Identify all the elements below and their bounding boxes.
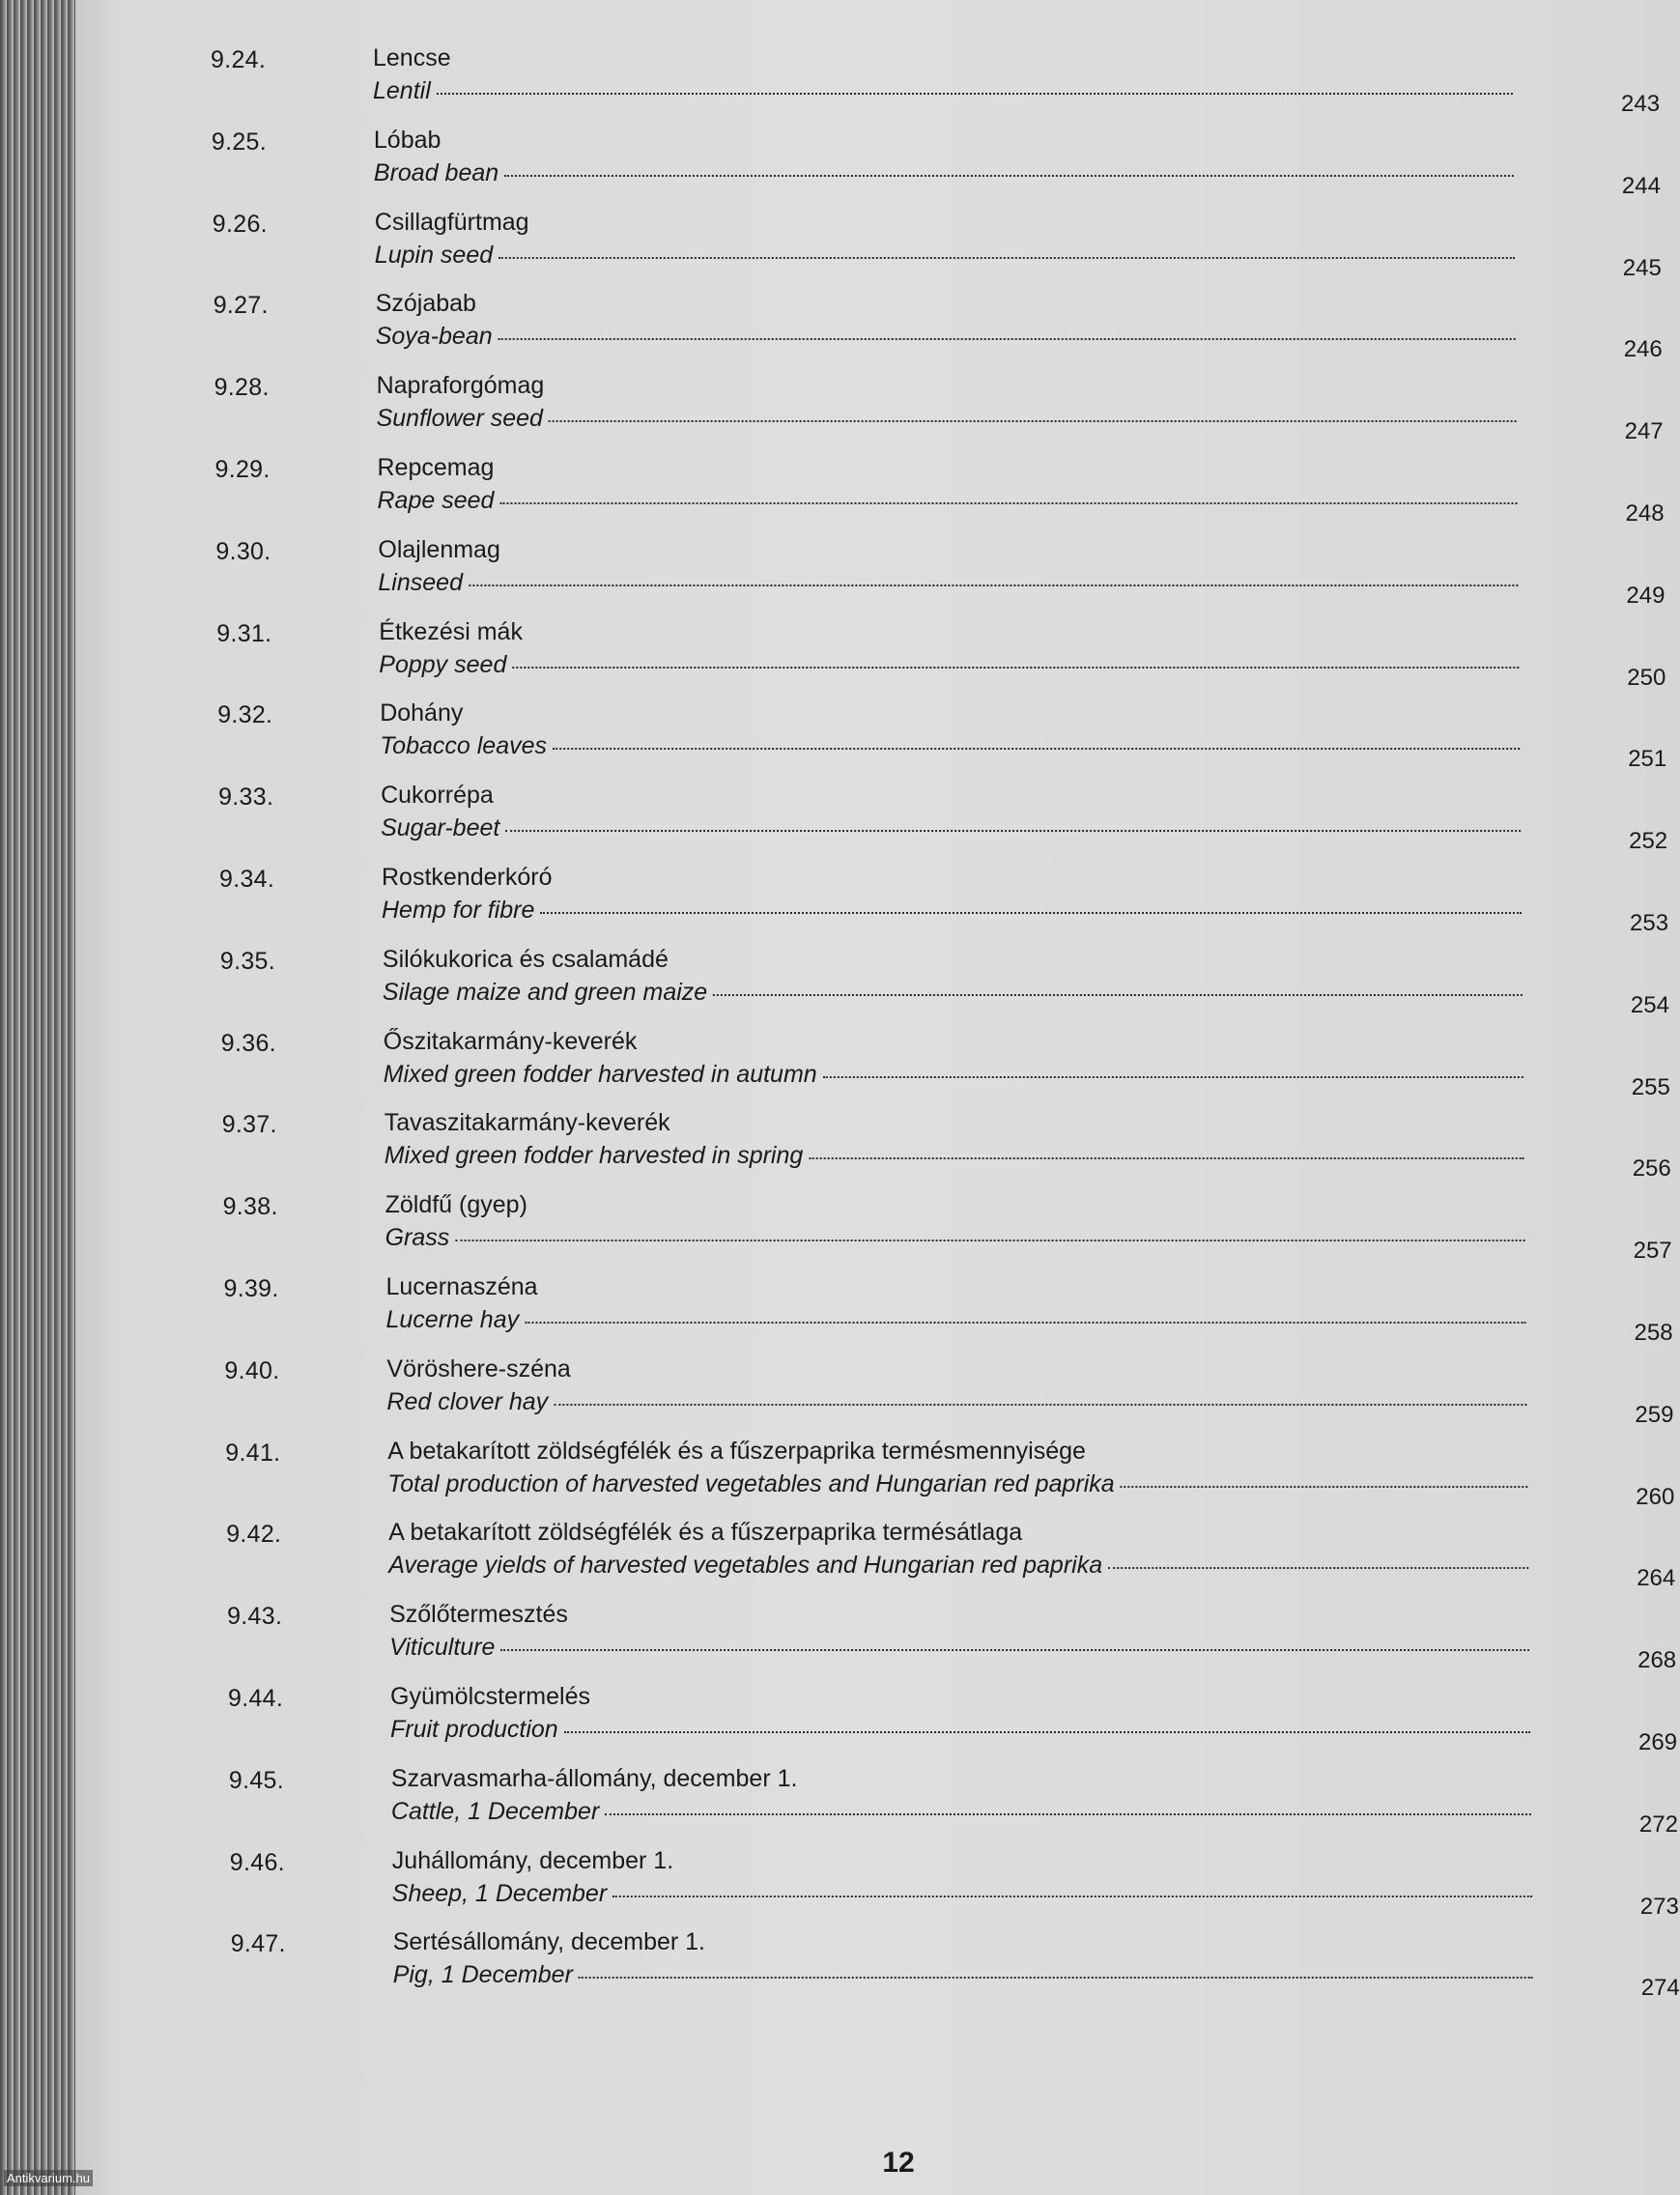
entry-page-number: 252 bbox=[1629, 828, 1668, 855]
toc-entry bbox=[228, 1677, 1678, 1759]
entry-title-english: Lentil bbox=[373, 77, 431, 104]
entry-page-number: 247 bbox=[1624, 418, 1664, 445]
dot-leader bbox=[525, 1322, 1525, 1324]
entry-title-hungarian: Repcemag bbox=[377, 453, 495, 481]
entry-number: 9.32. bbox=[217, 701, 273, 729]
dot-leader bbox=[499, 502, 1517, 504]
entry-page-number: 274 bbox=[1640, 1975, 1680, 2002]
entry-title-english: Mixed green fodder harvested in spring bbox=[384, 1142, 804, 1170]
entry-english-row bbox=[386, 1388, 1526, 1416]
toc-entry bbox=[216, 613, 1666, 695]
dot-leader bbox=[500, 1649, 1529, 1651]
entry-title-hungarian: Cukorrépa bbox=[381, 782, 494, 810]
dot-leader bbox=[1121, 1486, 1528, 1488]
dot-leader bbox=[713, 994, 1523, 996]
entry-number: 9.41. bbox=[225, 1439, 281, 1467]
dot-leader bbox=[553, 748, 1520, 750]
entry-title-english: Grass bbox=[384, 1224, 450, 1252]
entry-title-english: Viticulture bbox=[389, 1634, 496, 1662]
entry-page-number: 244 bbox=[1621, 172, 1661, 199]
entry-english-row bbox=[381, 814, 1521, 842]
entry-title-hungarian: A betakarított zöldségfélék és a fűszerpaprika termésátlaga bbox=[388, 1519, 1023, 1547]
entry-page-number: 257 bbox=[1633, 1238, 1672, 1265]
entry-title-hungarian: Silókukorica és csalamádé bbox=[382, 945, 669, 973]
dot-leader bbox=[554, 1404, 1526, 1406]
entry-number: 9.27. bbox=[213, 292, 269, 320]
entry-page-number: 272 bbox=[1638, 1810, 1678, 1838]
entry-english-row bbox=[379, 651, 1519, 679]
entry-title-english: Fruit production bbox=[390, 1715, 558, 1743]
dot-leader bbox=[549, 420, 1517, 422]
toc-entry bbox=[217, 694, 1667, 776]
entry-page-number: 264 bbox=[1637, 1565, 1676, 1592]
entry-title-hungarian: Juhállomány, december 1. bbox=[391, 1846, 674, 1874]
dot-leader bbox=[512, 667, 1519, 669]
entry-title-hungarian: Szőlőtermesztés bbox=[389, 1601, 568, 1629]
entry-title-english: Average yields of harvested vegetables and Hungarian red paprika bbox=[388, 1552, 1103, 1580]
entry-number: 9.46. bbox=[229, 1848, 285, 1876]
entry-title-hungarian: Őszitakarmány-keverék bbox=[383, 1027, 638, 1055]
entry-number: 9.29. bbox=[214, 455, 271, 483]
entry-title-hungarian: Gyümölcstermelés bbox=[390, 1682, 590, 1710]
dot-leader bbox=[504, 175, 1514, 177]
entry-title-english: Tobacco leaves bbox=[380, 732, 548, 760]
entry-page-number: 260 bbox=[1636, 1483, 1675, 1510]
toc-entry bbox=[227, 1595, 1677, 1677]
dot-leader bbox=[579, 1977, 1533, 1979]
entry-title-hungarian: Sertésállomány, december 1. bbox=[392, 1928, 706, 1956]
entry-page-number: 259 bbox=[1635, 1401, 1674, 1428]
entry-title-hungarian: Vöröshere-széna bbox=[386, 1354, 571, 1383]
entry-title-english: Broad bean bbox=[373, 158, 499, 186]
entry-title-hungarian: Rostkenderkóró bbox=[382, 863, 553, 891]
entry-number: 9.40. bbox=[224, 1356, 280, 1384]
entry-title-hungarian: Napraforgómag bbox=[376, 372, 545, 400]
dot-leader bbox=[469, 584, 1518, 586]
entry-title-hungarian: Szójabab bbox=[375, 290, 476, 318]
entry-title-english: Red clover hay bbox=[386, 1387, 549, 1415]
entry-english-row bbox=[384, 1142, 1524, 1170]
toc-entry bbox=[214, 448, 1665, 530]
toc-entry bbox=[214, 366, 1664, 448]
entry-number: 9.43. bbox=[227, 1603, 283, 1631]
entry-english-row bbox=[393, 1961, 1533, 1989]
entry-number: 9.38. bbox=[222, 1193, 278, 1221]
entry-english-row bbox=[378, 487, 1518, 515]
entry-title-hungarian: Dohány bbox=[380, 699, 464, 727]
watermark: Antikvarium.hu bbox=[4, 2170, 93, 2186]
entry-title-hungarian: Csillagfürtmag bbox=[374, 208, 529, 236]
entry-page-number: 256 bbox=[1632, 1155, 1671, 1183]
entry-page-number: 269 bbox=[1638, 1728, 1678, 1755]
entry-english-row bbox=[374, 159, 1514, 187]
entry-number: 9.36. bbox=[220, 1029, 276, 1057]
entry-english-row bbox=[380, 732, 1520, 760]
entry-number: 9.47. bbox=[230, 1930, 286, 1958]
entry-title-english: Sunflower seed bbox=[376, 405, 543, 433]
entry-page-number: 248 bbox=[1625, 499, 1665, 527]
dot-leader bbox=[455, 1240, 1524, 1241]
entry-english-row bbox=[390, 1716, 1530, 1744]
toc-entry bbox=[221, 1103, 1671, 1185]
entry-number: 9.24. bbox=[211, 46, 267, 73]
page-number: 12 bbox=[882, 2147, 915, 2179]
entry-title-hungarian: Tavaszitakarmány-keverék bbox=[384, 1109, 670, 1137]
entry-number: 9.33. bbox=[218, 784, 274, 812]
entry-title-english: Lucerne hay bbox=[385, 1305, 520, 1333]
entry-page-number: 268 bbox=[1637, 1647, 1677, 1674]
entry-title-hungarian: Lencse bbox=[373, 44, 451, 71]
entry-number: 9.26. bbox=[212, 210, 268, 238]
dot-leader bbox=[1108, 1567, 1528, 1569]
entry-page-number: 251 bbox=[1628, 746, 1667, 773]
entry-title-english: Poppy seed bbox=[379, 650, 507, 678]
entry-english-row bbox=[386, 1306, 1526, 1334]
entry-number: 9.28. bbox=[214, 374, 270, 402]
toc-entry bbox=[219, 858, 1669, 940]
entry-title-english: Total production of harvested vegetables and Hungarian red paprika bbox=[387, 1469, 1115, 1497]
toc-entry bbox=[228, 1759, 1678, 1841]
entry-title-hungarian: Olajlenmag bbox=[378, 535, 500, 563]
entry-english-row bbox=[387, 1470, 1527, 1498]
entry-english-row bbox=[391, 1798, 1531, 1826]
entry-number: 9.44. bbox=[228, 1684, 284, 1712]
entry-english-row bbox=[382, 897, 1522, 925]
entry-title-english: Pig, 1 December bbox=[392, 1961, 573, 1989]
entry-english-row bbox=[383, 979, 1523, 1007]
dot-leader bbox=[564, 1731, 1530, 1733]
entry-number: 9.35. bbox=[219, 947, 276, 975]
entry-title-hungarian: Lucernaszéna bbox=[385, 1272, 538, 1300]
entry-page-number: 243 bbox=[1621, 91, 1661, 117]
entry-english-row bbox=[378, 569, 1518, 597]
entry-number: 9.45. bbox=[228, 1766, 285, 1794]
entry-title-english: Sheep, 1 December bbox=[391, 1879, 608, 1907]
entry-page-number: 255 bbox=[1631, 1073, 1670, 1100]
entry-english-row bbox=[388, 1552, 1528, 1580]
entry-english-row bbox=[389, 1634, 1529, 1662]
entry-number: 9.39. bbox=[223, 1274, 279, 1302]
dot-leader bbox=[823, 1076, 1523, 1078]
entry-page-number: 253 bbox=[1630, 909, 1669, 936]
toc-entry bbox=[215, 530, 1666, 613]
toc-entry bbox=[222, 1185, 1672, 1268]
toc-entry bbox=[212, 203, 1662, 285]
entry-page-number: 249 bbox=[1626, 582, 1666, 609]
entry-number: 9.42. bbox=[226, 1521, 282, 1549]
entry-number: 9.30. bbox=[215, 537, 271, 565]
entry-title-hungarian: Lóbab bbox=[373, 126, 441, 154]
dot-leader bbox=[498, 338, 1516, 340]
entry-title-english: Soya-bean bbox=[375, 323, 493, 351]
entry-number: 9.31. bbox=[216, 619, 272, 647]
entry-english-row bbox=[384, 1061, 1523, 1089]
dot-leader bbox=[809, 1157, 1523, 1159]
book-page bbox=[75, 0, 1680, 2195]
toc-entry bbox=[211, 39, 1661, 121]
dot-leader bbox=[505, 830, 1521, 832]
entry-page-number: 258 bbox=[1634, 1319, 1673, 1346]
toc-entry bbox=[213, 284, 1663, 366]
entry-number: 9.34. bbox=[219, 865, 275, 893]
toc-entry bbox=[226, 1513, 1676, 1595]
entry-title-english: Mixed green fodder harvested in autumn bbox=[383, 1060, 817, 1088]
entry-number: 9.25. bbox=[211, 128, 268, 156]
entry-english-row bbox=[377, 405, 1517, 433]
entry-page-number: 273 bbox=[1639, 1893, 1679, 1920]
entry-page-number: 254 bbox=[1630, 991, 1669, 1018]
page-edges bbox=[0, 0, 75, 2195]
entry-title-english: Silage maize and green maize bbox=[382, 978, 708, 1006]
toc-entry bbox=[220, 1022, 1670, 1104]
toc-entry bbox=[211, 121, 1661, 203]
entry-title-english: Lupin seed bbox=[374, 241, 494, 269]
entry-title-hungarian: A betakarított zöldségfélék és a fűszerpaprika termésmennyisége bbox=[387, 1437, 1086, 1465]
table-of-contents bbox=[211, 39, 1680, 2005]
entry-title-english: Cattle, 1 December bbox=[390, 1797, 600, 1825]
entry-title-english: Linseed bbox=[378, 568, 463, 596]
toc-entry bbox=[219, 940, 1669, 1022]
toc-entry bbox=[230, 1923, 1680, 2005]
dot-leader bbox=[437, 93, 1513, 95]
entry-title-hungarian: Zöldfű (gyep) bbox=[384, 1191, 527, 1219]
entry-english-row bbox=[373, 77, 1513, 105]
entry-page-number: 246 bbox=[1623, 336, 1663, 363]
entry-title-english: Sugar-beet bbox=[381, 814, 500, 842]
dot-leader bbox=[498, 257, 1515, 259]
toc-entry bbox=[223, 1268, 1673, 1350]
toc-entry bbox=[229, 1841, 1679, 1924]
entry-page-number: 245 bbox=[1622, 254, 1662, 281]
dot-leader bbox=[605, 1813, 1531, 1815]
entry-english-row bbox=[375, 242, 1515, 270]
entry-number: 9.37. bbox=[221, 1111, 277, 1139]
entry-page-number: 250 bbox=[1627, 664, 1666, 691]
dot-leader bbox=[612, 1896, 1532, 1897]
toc-entry bbox=[224, 1350, 1674, 1432]
toc-entry bbox=[218, 776, 1668, 858]
entry-english-row bbox=[385, 1224, 1525, 1252]
entry-title-hungarian: Étkezési mák bbox=[379, 617, 523, 645]
entry-english-row bbox=[376, 323, 1516, 351]
entry-title-english: Rape seed bbox=[377, 486, 495, 514]
entry-english-row bbox=[392, 1880, 1532, 1908]
toc-entry bbox=[225, 1432, 1675, 1514]
dot-leader bbox=[540, 912, 1522, 914]
entry-title-hungarian: Szarvasmarha-állomány, december 1. bbox=[390, 1764, 798, 1792]
entry-title-english: Hemp for fibre bbox=[382, 896, 535, 924]
